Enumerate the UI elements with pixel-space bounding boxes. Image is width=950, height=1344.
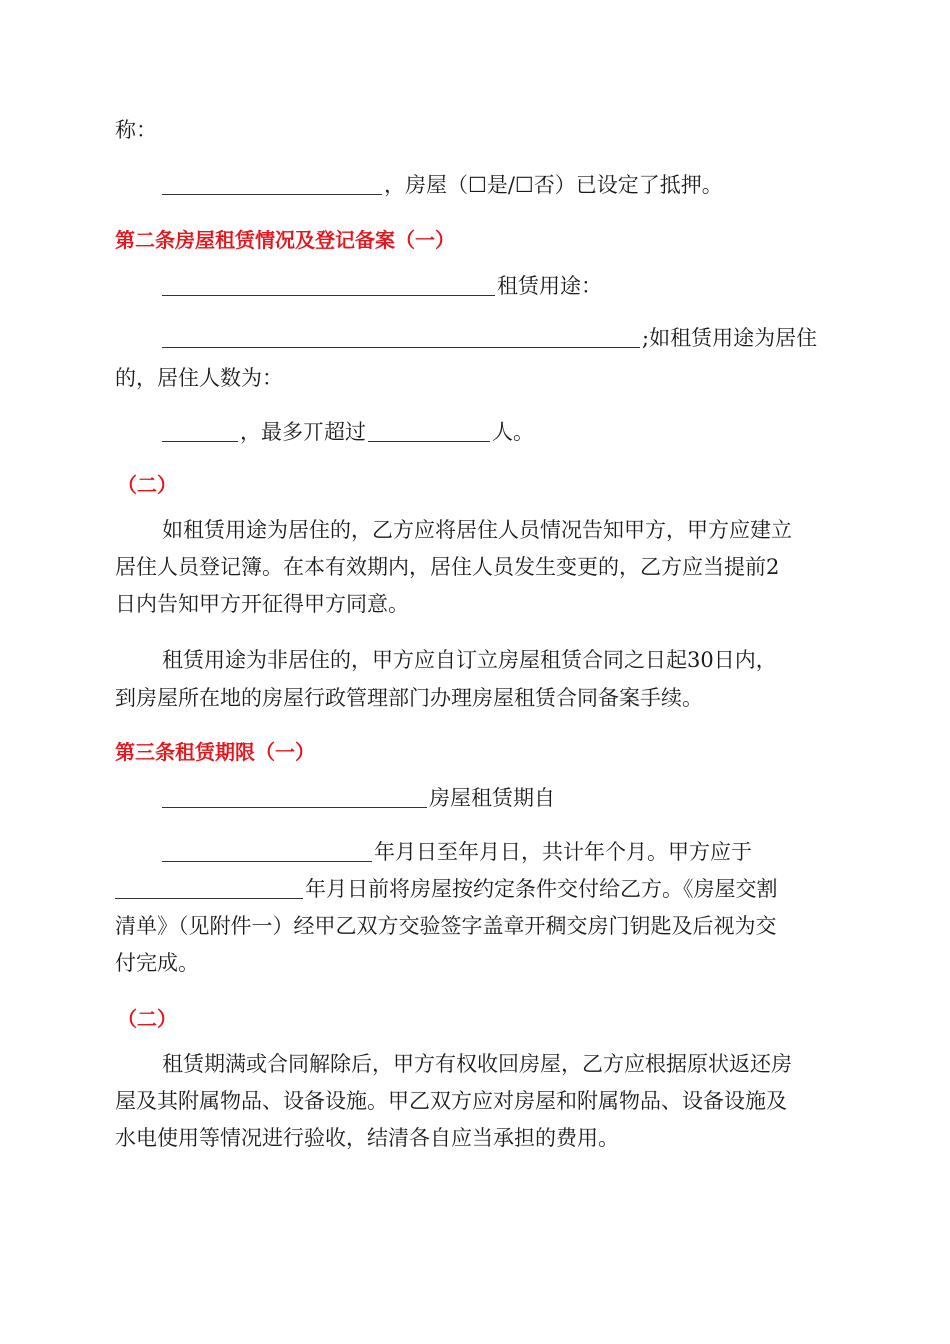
article-3-heading: 第三条租赁期限（一）: [115, 740, 315, 764]
blank-field: [162, 275, 495, 296]
term-dates-text: 年月日至年月日，共计年个月。甲方应于: [374, 840, 752, 864]
occupants-line: [162, 420, 882, 444]
term-line: [162, 786, 882, 810]
paragraph-line: 屋及其附属物品、设备设施。甲乙双方应对房屋和附属物品、设备设施及: [115, 1089, 787, 1113]
purpose-label: 租赁用途：: [497, 274, 602, 298]
paragraph-line: 如租赁用途为居住的，乙方应将居住人员情况告知甲方，甲方应建立: [162, 518, 792, 542]
paragraph-line: 租赁期满或合同解除后，甲方有权收回房屋，乙方应根据原状返还房: [162, 1052, 792, 1076]
blank-field: [162, 174, 382, 195]
paragraph-line: 付完成。: [115, 951, 199, 975]
text-line: 的，居住人数为：: [115, 366, 283, 390]
text-line: 称：: [115, 118, 157, 142]
delivery-text: 年月日前将房屋按约定条件交付给乙方。《房屋交割: [305, 877, 778, 901]
paragraph-line: 清单》（见附件一）经甲乙双方交验签字盖章开稠交房门钥匙及后视为交: [115, 914, 777, 938]
blank-field: [368, 421, 490, 442]
blank-field: [115, 878, 303, 899]
paragraph-line: 租赁用途为非居住的，甲方应自订立房屋租赁合同之日起30日内，: [162, 648, 777, 672]
article-2-heading: 第二条房屋租赁情况及登记备案（一）: [115, 228, 455, 252]
purpose-detail-text: ;如租赁用途为居住: [642, 326, 818, 350]
paragraph-line: 居住人员登记簿。在本有效期内，居住人员发生变更的，乙方应当提前2: [115, 555, 780, 579]
section-heading: （二）: [117, 1007, 177, 1031]
term-dates-line: [162, 840, 882, 864]
occupants-unit: 人。: [492, 420, 534, 444]
purpose-detail-line: [162, 326, 882, 350]
occupants-text: ，最多丌超过: [240, 420, 366, 444]
delivery-line: [115, 877, 835, 901]
blank-field: [162, 787, 427, 808]
section-heading: （二）: [117, 473, 177, 497]
blank-field: [162, 841, 372, 862]
purpose-line: [162, 274, 882, 298]
term-text: 房屋租赁期自: [429, 786, 555, 810]
blank-field: [162, 327, 640, 348]
paragraph-line: 到房屋所在地的房屋行政管理部门办理房屋租赁合同备案手续。: [115, 686, 703, 710]
blank-field: [162, 421, 238, 442]
mortgage-text: ，房屋（☐是/☐否）已设定了抵押。: [384, 173, 723, 197]
mortgage-line: [162, 173, 882, 197]
paragraph-line: 水电使用等情况进行验收，结清各自应当承担的费用。: [115, 1126, 619, 1150]
paragraph-line: 日内告知甲方开征得甲方同意。: [115, 592, 409, 616]
